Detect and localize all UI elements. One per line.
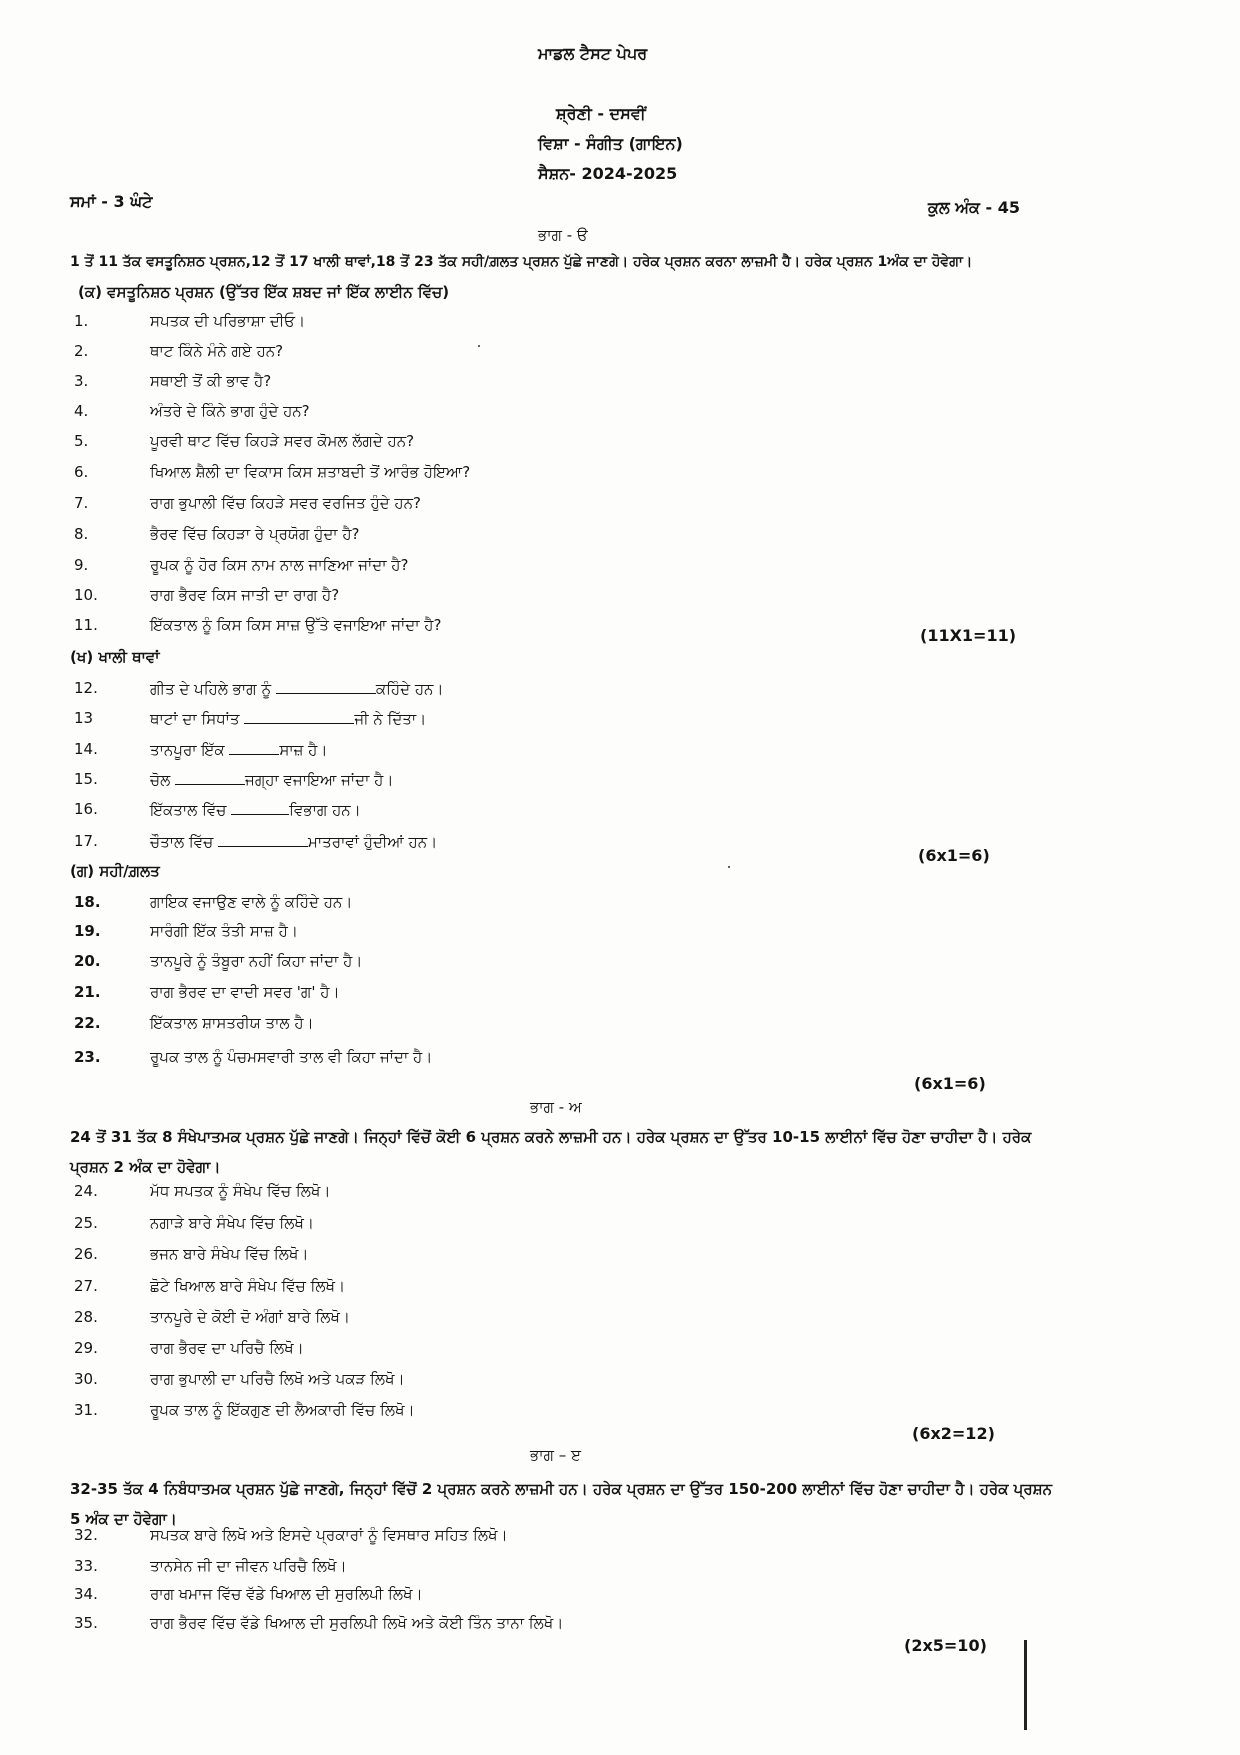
question-text-after-blank: ਸਾਜ਼ ਹੈ। xyxy=(279,741,328,759)
question-number: 22. xyxy=(74,1014,101,1032)
question-text: ਤਾਨਸੇਨ ਜੀ ਦਾ ਜੀਵਨ ਪਰਿਚੈ ਲਿਖੋ। xyxy=(150,1557,347,1575)
question-text: ਪੂਰਵੀ ਥਾਟ ਵਿੱਚ ਕਿਹੜੇ ਸਵਰ ਕੋਮਲ ਲੱਗਦੇ ਹਨ? xyxy=(150,432,415,450)
question-number: 24. xyxy=(74,1182,98,1200)
question-text-before-blank: ਇੱਕਤਾਲ ਵਿੱਚ xyxy=(150,801,232,819)
question-number: 35. xyxy=(74,1614,98,1632)
question-text-after-blank: ਮਾਤਰਾਵਾਂ ਹੁੰਦੀਆਂ ਹਨ। xyxy=(308,833,438,851)
question-text: ਤਾਨਪੂਰੇ ਦੇ ਕੋਈ ਦੋ ਅੰਗਾਂ ਬਾਰੇ ਲਿਖੋ। xyxy=(150,1308,350,1326)
question-number: 33. xyxy=(74,1557,98,1575)
question-number: 13 xyxy=(74,709,94,727)
blank-line xyxy=(175,770,245,785)
question-text-before-blank: ਚੋਲ xyxy=(150,771,176,789)
question-number: 4. xyxy=(74,402,89,420)
section-k-marks: (11X1=11) xyxy=(920,626,1017,645)
question-text xyxy=(150,679,444,698)
question-number: 29. xyxy=(74,1339,98,1357)
time-label: ਸਮਾਂ - 3 ਘੰਟੇ xyxy=(70,192,153,211)
question-text: ਭੈਰਵ ਵਿੱਚ ਕਿਹੜਾ ਰੇ ਪ੍ਰਯੋਗ ਹੁੰਦਾ ਹੈ? xyxy=(150,525,360,543)
question-number: 1. xyxy=(74,312,89,330)
part-b-instructions: 24 ਤੋਂ 31 ਤੱਕ 8 ਸੰਖੇਪਾਤਮਕ ਪ੍ਰਸ਼ਨ ਪੁੱਛੇ ਜਾਣਗੇ। ਜਿਨ੍ਹਾਂ ਵਿੱਚੋਂ ਕੋਈ 6 ਪ੍ਰਸ਼ਨ ਕਰਨੇ ਲਾਜ਼ਮੀ ਹਨ। ਹਰੇਕ ਪ੍ਰਸ਼ਨ ਦਾ ਉੱਤਰ 10-15 ਲਾਈਨਾਂ ਵਿੱਚ ਹੋਣਾ ਚਾਹੀਦਾ ਹੈ। ਹਰੇਕ ਪ੍ਰਸ਼ਨ 2 ਅੰਕ ਦਾ ਹੋਵੇਗਾ। xyxy=(70,1128,1032,1176)
question-number: 34. xyxy=(74,1585,98,1603)
paper-title: ਮਾਡਲ ਟੈਸਟ ਪੇਪਰ xyxy=(538,44,648,63)
question-number: 19. xyxy=(74,922,101,940)
question-text: ਸਥਾਈ ਤੋਂ ਕੀ ਭਾਵ ਹੈ? xyxy=(150,372,272,390)
question-text xyxy=(150,709,426,728)
question-text: ਸਪਤਕ ਬਾਰੇ ਲਿਖੋ ਅਤੇ ਇਸਦੇ ਪ੍ਰਕਾਰਾਂ ਨੂੰ ਵਿਸਥਾਰ ਸਹਿਤ ਲਿਖੋ। xyxy=(150,1526,508,1544)
class-label: ਸ਼੍ਰੇਣੀ - ਦਸਵੀਂ xyxy=(556,104,646,123)
section-kh-heading: (ਖ) ਖਾਲੀ ਥਾਵਾਂ xyxy=(70,648,160,666)
question-text: ਰੂਪਕ ਤਾਲ ਨੂੰ ਇੱਕਗੁਣ ਦੀ ਲੈਅਕਾਰੀ ਵਿੱਚ ਲਿਖੋ। xyxy=(150,1401,415,1419)
question-number: 5. xyxy=(74,432,89,450)
question-text-after-blank: ਵਿਭਾਗ ਹਨ। xyxy=(289,801,361,819)
question-text: ਰਾਗ ਭੈਰਵ ਦਾ ਵਾਦੀ ਸਵਰ 'ਗ' ਹੈ। xyxy=(150,983,340,1001)
question-text xyxy=(150,740,328,759)
part-b-marks: (6x2=12) xyxy=(912,1424,995,1443)
part-c-instructions: 32-35 ਤੱਕ 4 ਨਿਬੰਧਾਤਮਕ ਪ੍ਰਸ਼ਨ ਪੁੱਛੇ ਜਾਣਗੇ, ਜਿਨ੍ਹਾਂ ਵਿੱਚੋਂ 2 ਪ੍ਰਸ਼ਨ ਕਰਨੇ ਲਾਜ਼ਮੀ ਹਨ। ਹਰੇਕ ਪ੍ਰਸ਼ਨ ਦਾ ਉੱਤਰ 150-200 ਲਾਈਨਾਂ ਵਿੱਚ ਹੋਣਾ ਚਾਹੀਦਾ ਹੈ। ਹਰੇਕ ਪ੍ਰਸ਼ਨ 5 ਅੰਕ ਦਾ ਹੋਵੇਗਾ। xyxy=(70,1480,1052,1528)
question-number: 26. xyxy=(74,1245,98,1263)
question-text: ਰਾਗ ਭੈਰਵ ਵਿੱਚ ਵੱਡੇ ਖਿਆਲ ਦੀ ਸੁਰਲਿਪੀ ਲਿਖੋ ਅਤੇ ਕੋਈ ਤਿੰਨ ਤਾਨਾ ਲਿਖੋ। xyxy=(150,1614,564,1632)
question-text: ਨਗਾੜੇ ਬਾਰੇ ਸੰਖੇਪ ਵਿੱਚ ਲਿਖੋ। xyxy=(150,1214,315,1232)
question-text-before-blank: ਤਾਨਪੂਰਾ ਇੱਕ xyxy=(150,741,230,759)
question-text: ਸਾਰੰਗੀ ਇੱਕ ਤੰਤੀ ਸਾਜ਼ ਹੈ। xyxy=(150,922,298,940)
question-number: 28. xyxy=(74,1308,98,1326)
question-text: ਥਾਟ ਕਿੰਨੇ ਮੰਨੇ ਗਏ ਹਨ? xyxy=(150,342,284,360)
question-number: 21. xyxy=(74,983,101,1001)
question-number: 7. xyxy=(74,494,89,512)
question-text: ਤਾਨਪੂਰੇ ਨੂੰ ਤੰਬੂਰਾ ਨਹੀਂ ਕਿਹਾ ਜਾਂਦਾ ਹੈ। xyxy=(150,952,363,970)
question-text: ਮੱਧ ਸਪਤਕ ਨੂੰ ਸੰਖੇਪ ਵਿੱਚ ਲਿਖੋ। xyxy=(150,1182,331,1200)
question-text-before-blank: ਥਾਟਾਂ ਦਾ ਸਿਧਾਂਤ xyxy=(150,710,245,728)
section-g-heading: (ਗ) ਸਹੀ/ਗ਼ਲਤ xyxy=(70,862,160,880)
question-number: 23. xyxy=(74,1048,101,1066)
question-text: ਛੋਟੇ ਖਿਆਲ ਬਾਰੇ ਸੰਖੇਪ ਵਿੱਚ ਲਿਖੋ। xyxy=(150,1277,346,1295)
question-text-before-blank: ਚੌਤਾਲ ਵਿੱਚ xyxy=(150,833,219,851)
question-text: ਰਾਗ ਭੁਪਾਲੀ ਵਿੱਚ ਕਿਹੜੇ ਸਵਰ ਵਰਜਿਤ ਹੁੰਦੇ ਹਨ? xyxy=(150,494,421,512)
question-number: 6. xyxy=(74,463,89,481)
question-number: 32. xyxy=(74,1526,98,1544)
question-text: ਖਿਆਲ ਸ਼ੈਲੀ ਦਾ ਵਿਕਾਸ ਕਿਸ ਸ਼ਤਾਬਦੀ ਤੋਂ ਆਰੰਭ ਹੋਇਆ? xyxy=(150,463,471,481)
question-number: 10. xyxy=(74,586,98,604)
question-text: ਭਜਨ ਬਾਰੇ ਸੰਖੇਪ ਵਿੱਚ ਲਿਖੋ। xyxy=(150,1245,309,1263)
blank-line xyxy=(276,679,376,694)
session-label: ਸੈਸ਼ਨ- 2024-2025 xyxy=(538,164,678,183)
question-number: 18. xyxy=(74,893,101,911)
question-number: 25. xyxy=(74,1214,98,1232)
question-number: 27. xyxy=(74,1277,98,1295)
question-text: ਇੱਕਤਾਲ ਨੂੰ ਕਿਸ ਕਿਸ ਸਾਜ਼ ਉੱਤੇ ਵਜਾਇਆ ਜਾਂਦਾ ਹੈ? xyxy=(150,616,442,634)
part-a-heading: ਭਾਗ - ੳ xyxy=(538,226,588,244)
question-text: ਅੰਤਰੇ ਦੇ ਕਿੰਨੇ ਭਾਗ ਹੁੰਦੇ ਹਨ? xyxy=(150,402,310,420)
section-kh-marks: (6x1=6) xyxy=(918,846,990,865)
question-number: 14. xyxy=(74,740,98,758)
question-text: ਰਾਗ ਭੈਰਵ ਦਾ ਪਰਿਚੈ ਲਿਖੋ। xyxy=(150,1339,304,1357)
question-text: ਰੂਪਕ ਨੂੰ ਹੋਰ ਕਿਸ ਨਾਮ ਨਾਲ ਜਾਣਿਆ ਜਾਂਦਾ ਹੈ? xyxy=(150,556,409,574)
scan-edge-mark xyxy=(1024,1640,1027,1730)
part-a-instructions: 1 ਤੋਂ 11 ਤੱਕ ਵਸਤੂਨਿਸ਼ਠ ਪ੍ਰਸ਼ਨ,12 ਤੋਂ 17 ਖਾਲੀ ਥਾਵਾਂ,18 ਤੋਂ 23 ਤੱਕ ਸਹੀ/ਗ਼ਲਤ ਪ੍ਰਸ਼ਨ ਪੁੱਛੇ ਜਾਣਗੇ। ਹਰੇਕ ਪ੍ਰਸ਼ਨ ਕਰਨਾ ਲਾਜ਼ਮੀ ਹੈ। ਹਰੇਕ ਪ੍ਰਸ਼ਨ 1ਅੰਕ ਦਾ ਹੋਵੇਗਾ। xyxy=(70,254,973,270)
question-text: ਗਾਇਕ ਵਜਾਉਣ ਵਾਲੇ ਨੂੰ ਕਹਿੰਦੇ ਹਨ। xyxy=(150,893,353,911)
part-c-marks: (2x5=10) xyxy=(904,1636,987,1655)
section-g-marks: (6x1=6) xyxy=(914,1074,986,1093)
blank-line xyxy=(231,800,289,815)
question-number: 20. xyxy=(74,952,101,970)
blank-line xyxy=(244,709,354,724)
question-number: 17. xyxy=(74,832,98,850)
question-text xyxy=(150,770,393,789)
question-text xyxy=(150,832,437,851)
scan-dot xyxy=(478,345,480,347)
question-number: 16. xyxy=(74,800,98,818)
question-number: 30. xyxy=(74,1370,98,1388)
question-number: 31. xyxy=(74,1401,98,1419)
question-number: 2. xyxy=(74,342,89,360)
question-text: ਰਾਗ ਖਮਾਜ ਵਿੱਚ ਵੱਡੇ ਖਿਆਲ ਦੀ ਸੁਰਲਿਪੀ ਲਿਖੋ। xyxy=(150,1585,423,1603)
subject-label: ਵਿਸ਼ਾ - ਸੰਗੀਤ (ਗਾਇਨ) xyxy=(538,134,683,153)
question-text-after-blank: ਕਹਿੰਦੇ ਹਨ। xyxy=(375,680,444,698)
part-c-heading: ਭਾਗ – ੲ xyxy=(530,1446,581,1464)
question-number: 15. xyxy=(74,770,98,788)
question-text xyxy=(150,800,361,819)
question-number: 11. xyxy=(74,616,98,634)
question-number: 3. xyxy=(74,372,89,390)
question-number: 12. xyxy=(74,679,98,697)
question-text-after-blank: ਜੀ ਨੇ ਦਿੱਤਾ। xyxy=(354,710,427,728)
part-b-heading: ਭਾਗ - ਅ xyxy=(530,1098,582,1116)
question-text: ਰਾਗ ਭੁਪਾਲੀ ਦਾ ਪਰਿਚੈ ਲਿਖੋ ਅਤੇ ਪਕੜ ਲਿਖੋ। xyxy=(150,1370,405,1388)
question-text-before-blank: ਗੀਤ ਦੇ ਪਹਿਲੇ ਭਾਗ ਨੂੰ xyxy=(150,680,276,698)
question-text: ਇੱਕਤਾਲ ਸ਼ਾਸਤਰੀਯ ਤਾਲ ਹੈ। xyxy=(150,1014,314,1032)
question-number: 8. xyxy=(74,525,89,543)
total-marks-label: ਕੁਲ ਅੰਕ - 45 xyxy=(928,198,1021,217)
blank-line xyxy=(218,832,308,847)
section-k-heading: (ਕ) ਵਸਤੂਨਿਸ਼ਠ ਪ੍ਰਸ਼ਨ (ਉੱਤਰ ਇੱਕ ਸ਼ਬਦ ਜਾਂ ਇੱਕ ਲਾਈਨ ਵਿੱਚ) xyxy=(78,283,450,301)
blank-line xyxy=(229,740,279,755)
question-text-after-blank: ਜਗ੍ਹਾ ਵਜਾਇਆ ਜਾਂਦਾ ਹੈ। xyxy=(245,771,394,789)
question-number: 9. xyxy=(74,556,89,574)
question-text: ਸਪਤਕ ਦੀ ਪਰਿਭਾਸ਼ਾ ਦੀਓ। xyxy=(150,312,306,330)
question-text: ਰਾਗ ਭੈਰਵ ਕਿਸ ਜਾਤੀ ਦਾ ਰਾਗ ਹੈ? xyxy=(150,586,340,604)
question-text: ਰੂਪਕ ਤਾਲ ਨੂੰ ਪੰਚਮਸਵਾਰੀ ਤਾਲ ਵੀ ਕਿਹਾ ਜਾਂਦਾ ਹੈ। xyxy=(150,1048,433,1066)
scan-dot xyxy=(728,866,730,868)
